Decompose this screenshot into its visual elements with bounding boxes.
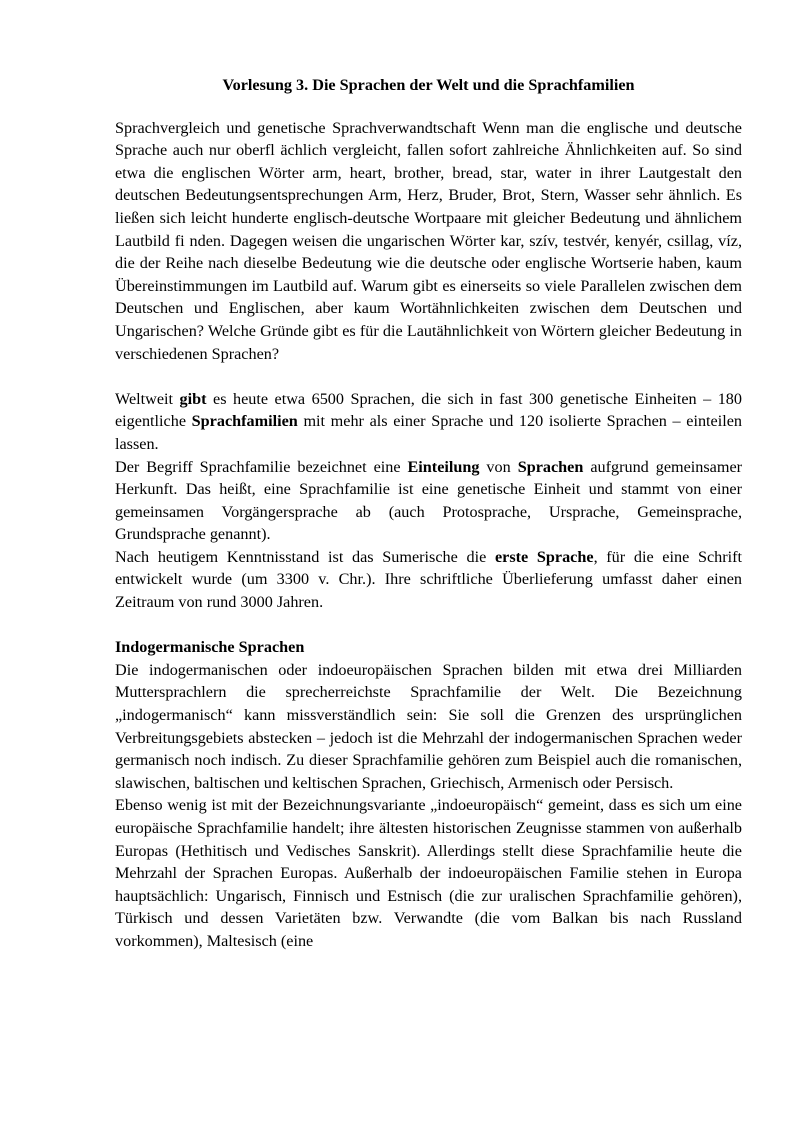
bold-term-gibt: gibt — [179, 389, 207, 408]
paragraph-sumerian — [115, 546, 742, 614]
document-title: Vorlesung 3. Die Sprachen der Welt und die Sprachfamilien — [222, 76, 635, 94]
text-run: Der Begriff Sprachfamilie bezeichnet eine — [115, 457, 408, 476]
bold-term-sprachen: Sprachen — [517, 457, 584, 476]
intro-paragraph: Sprachvergleich und genetische Sprachverwandtschaft Wenn man die englische und deutsche Sprache auch nur oberfl ächlich vergleicht, fallen sofort zahlreiche Ähnlichkeiten auf. So sind etwa die englischen Wörter arm, heart, brother, bread, star, water in ihrer Lautgestalt den deutschen Bedeutungsentsprechungen Arm, Herz, Bruder, Brot, Stern, Wasser sehr ähnlich. Es ließen sich leicht hunderte englisch-deutsche Wortpaare mit gleicher Bedeutung und ähnlichem Lautbild fi nden. Dagegen weisen die ungarischen Wörter kar, szív, testvér, kenyér, csillag, víz, die der Reihe nach dieselbe Bedeutung wie die deutsche oder englische Wortserie haben, kaum Übereinstimmungen im Lautbild auf. Warum gibt es einerseits so viele Parallelen zwischen dem Deutschen und Englischen, aber kaum Wortähnlichkeiten zwischen dem Deutschen und Ungarischen? Welche Gründe gibt es für die Lautähnlichkeit von Wörtern gleicher Bedeutung in verschiedenen Sprachen? — [115, 118, 742, 363]
text-run: aufgrund gemeinsamer Herkunft. Das heißt, eine Sprachfamilie ist eine genetische Einheit und stammt von einer gemeinsamen Vorgängersprache ab (auch Protosprache, Ursprache, Gemeinsprache, Grundsprache genannt). — [115, 457, 743, 544]
bold-term-einteilung: Einteilung — [407, 457, 480, 476]
paragraph-definition — [115, 456, 742, 546]
text-run: es heute etwa 6500 Sprachen, die sich in fast 300 genetische Einheiten – 180 eigentliche — [115, 389, 742, 431]
paragraph-indo-european-variant: Ebenso wenig ist mit der Bezeichnungsvariante „indoeuropäisch“ gemeint, dass es sich um eine europäische Sprachfamilie handelt; ihre ältesten historischen Zeugnisse stammen von außerhalb Europas (Hethitisch und Vedisches Sanskrit). Allerdings stellt diese Sprachfamilie heute die Mehrzahl der Sprachen Europas. Außerhalb der indoeuropäischen Familie stehen in Europa hauptsächlich: Ungarisch, Finnisch und Estnisch (die zur uralischen Sprachfamilie gehören), Türkisch und dessen Varietäten bzw. Verwandte (die vom Balkan bis nach Russland vorkommen), Maltesisch (eine — [115, 796, 742, 950]
paragraph-languages-count — [115, 388, 742, 456]
section-heading: Indogermanische Sprachen — [115, 638, 305, 657]
bold-term-sprachfamilien: Sprachfamilien — [191, 412, 298, 431]
paragraph-indo-european: Die indogermanischen oder indoeuropäischen Sprachen bilden mit etwa drei Milliarden Muttersprachlern die sprecherreichste Sprachfamilie der Welt. Die Bezeichnung „indogermanisch“ kann missverständlich sein: Sie soll die Grenzen des ursprünglichen Verbreitungsgebiets abstecken – jedoch ist die Mehrzahl der indogermanischen Sprachen weder germanisch noch indisch. Zu dieser Sprachfamilie gehören zum Beispiel auch die romanischen, slawischen, baltischen und keltischen Sprachen, Griechisch, Armenisch oder Persisch. — [115, 660, 742, 792]
paragraph-spacer — [115, 614, 742, 637]
document-page — [115, 74, 742, 953]
text-run: , für die eine Schrift entwickelt wurde (um 3300 v. Chr.). Ihre schriftliche Überlieferung umfasst daher einen Zeitraum von rund 3000 Jahren. — [115, 547, 743, 612]
text-run: mit mehr als einer Sprache und 120 isolierte Sprachen – einteilen lassen. — [115, 412, 743, 453]
text-run: Weltweit — [115, 389, 180, 408]
paragraph-spacer — [115, 365, 742, 388]
text-run: von — [479, 457, 518, 476]
text-run: Nach heutigem Kenntnisstand ist das Sumerische die — [115, 547, 495, 566]
bold-term-erste-sprache: erste Sprache — [494, 547, 594, 566]
